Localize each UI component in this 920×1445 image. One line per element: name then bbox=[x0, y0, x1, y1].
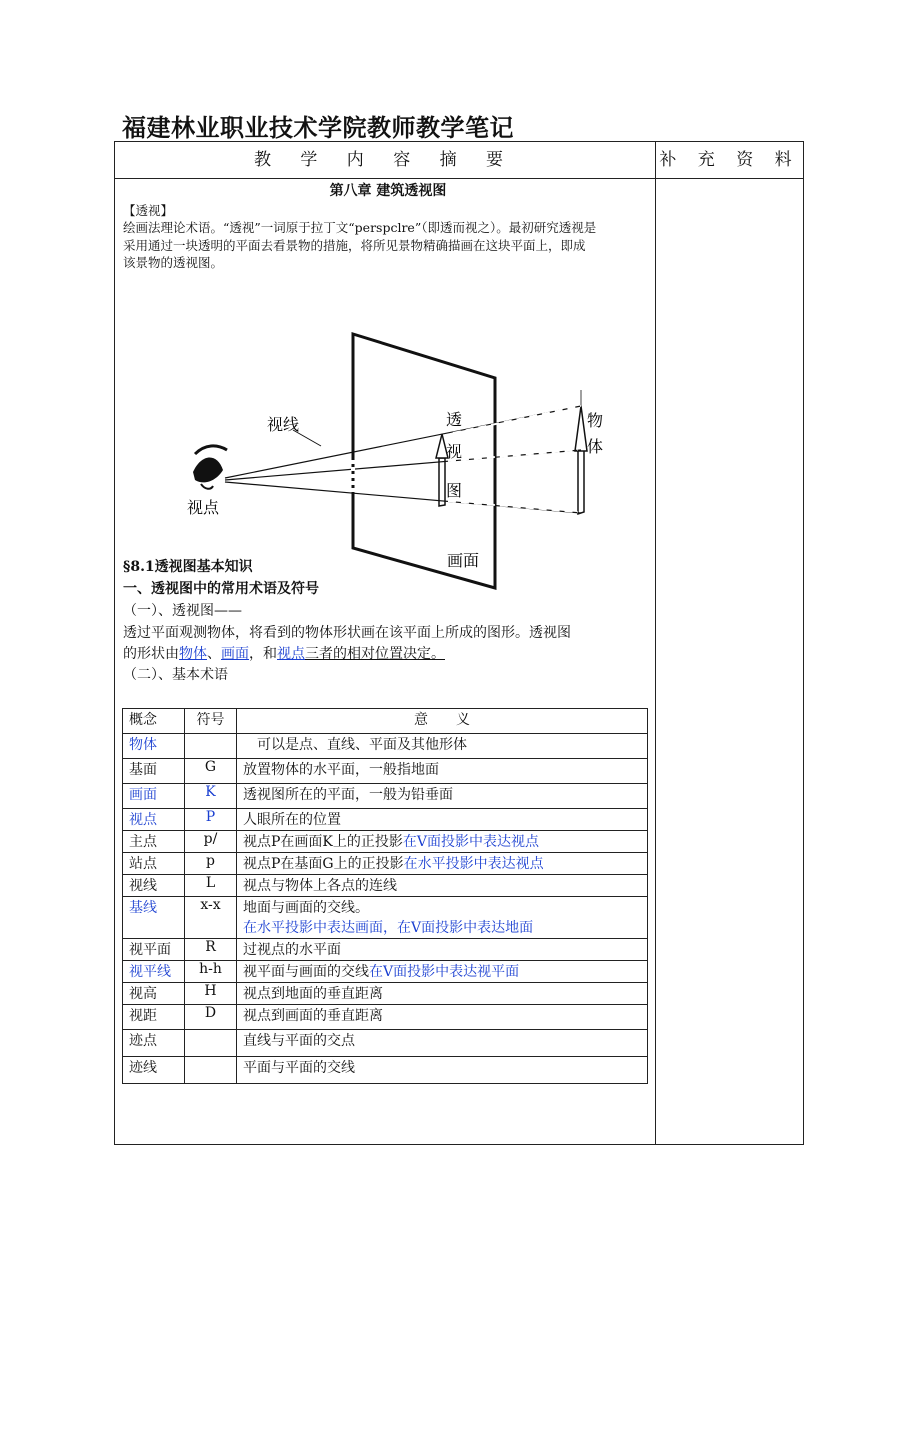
symbol-cell: p/ bbox=[185, 831, 237, 853]
concept-cell: 画面 bbox=[123, 784, 185, 809]
header-meaning: 意 义 bbox=[237, 709, 648, 734]
concept-cell: 视点 bbox=[123, 809, 185, 831]
header-symbol: 符号 bbox=[185, 709, 237, 734]
intro-line-1: 绘画法理论术语。“透视”一词原于拉丁文“perspclre”（即透而视之）。最初研究透视是 bbox=[123, 220, 597, 235]
symbol-cell: L bbox=[185, 875, 237, 897]
table-row bbox=[123, 897, 648, 939]
concept-cell: 迹线 bbox=[123, 1057, 185, 1084]
meaning-text: 放置物体的水平面，一般指地面 bbox=[243, 762, 439, 778]
table-row bbox=[123, 939, 648, 961]
object-arrowhead bbox=[575, 406, 587, 451]
meaning-text: 过视点的水平面 bbox=[243, 942, 341, 958]
chapter-title: 第八章 建筑透视图 bbox=[329, 183, 447, 199]
concept-cell: 基线 bbox=[123, 897, 185, 939]
symbol-cell: R bbox=[185, 939, 237, 961]
symbol-cell: G bbox=[185, 759, 237, 784]
paragraph-line-1: 透过平面观测物体，将看到的物体形状画在该平面上所成的图形。透视图 bbox=[123, 625, 571, 641]
concept-cell: 主点 bbox=[123, 831, 185, 853]
symbol-cell: p bbox=[185, 853, 237, 875]
section-title: §8.1透视图基本知识 bbox=[123, 559, 253, 575]
table-row bbox=[123, 983, 648, 1005]
meaning-text: 平面与平面的交线 bbox=[243, 1060, 355, 1076]
symbol-cell bbox=[185, 734, 237, 759]
table-row bbox=[123, 961, 648, 983]
object-arrow bbox=[578, 450, 584, 514]
para-viewpoint: 视点 bbox=[277, 646, 305, 662]
concept-cell: 视平线 bbox=[123, 961, 185, 983]
label-sight-line: 视线 bbox=[267, 415, 300, 434]
concept-cell: 视线 bbox=[123, 875, 185, 897]
concept-cell: 站点 bbox=[123, 853, 185, 875]
label-object-1: 物 bbox=[587, 411, 603, 430]
hidden-line-bottom bbox=[448, 501, 578, 512]
item-2: （二）、基本术语 bbox=[123, 667, 228, 683]
terms-header-row bbox=[123, 709, 648, 734]
meaning-cell bbox=[237, 734, 648, 759]
meaning-projection-note: 在V面投影中表达视点 bbox=[402, 834, 540, 850]
meaning-cell bbox=[237, 759, 648, 784]
para-plane: 画面 bbox=[221, 646, 249, 662]
table-row bbox=[123, 784, 648, 809]
notes-frame bbox=[114, 141, 805, 1445]
perspective-tag: 【透视】 bbox=[123, 203, 174, 218]
terms-table bbox=[122, 708, 648, 1084]
symbol-cell bbox=[185, 1057, 237, 1084]
symbol-cell: h-h bbox=[185, 961, 237, 983]
intro-line-2: 采用通过一块透明的平面去看景物的措施，将所见景物精确描画在这块平面上，即成 bbox=[123, 237, 586, 253]
para-sep2: ，和 bbox=[249, 646, 277, 662]
column-divider bbox=[655, 141, 656, 1145]
meaning-cell bbox=[237, 1030, 648, 1057]
terms-body bbox=[123, 734, 648, 1084]
concept-cell: 视距 bbox=[123, 1005, 185, 1030]
picture-plane bbox=[353, 334, 495, 588]
meaning-text: 视平面与画面的交线 bbox=[243, 964, 369, 980]
hidden-line-top bbox=[453, 406, 581, 433]
para-object: 物体 bbox=[179, 646, 207, 662]
meaning-cell bbox=[237, 961, 648, 983]
meaning-text: 视点P在基面G上的正投影 bbox=[243, 856, 404, 872]
meaning-text: 透视图所在的平面，一般为铅垂面 bbox=[243, 787, 453, 803]
meaning-projection-note: 在V面投影中表达视平面 bbox=[369, 964, 520, 980]
concept-cell: 物体 bbox=[123, 734, 185, 759]
label-object-2: 体 bbox=[587, 437, 603, 456]
meaning-cell bbox=[237, 831, 648, 853]
meaning-text: 可以是点、直线、平面及其他形体 bbox=[243, 737, 467, 753]
table-row bbox=[123, 734, 648, 759]
meaning-cell bbox=[237, 1057, 648, 1084]
hidden-line-mid bbox=[448, 450, 578, 461]
label-perspective-3: 图 bbox=[446, 481, 463, 500]
meaning-text: 地面与画面的交线。 bbox=[243, 900, 369, 916]
table-row bbox=[123, 809, 648, 831]
meaning-cell bbox=[237, 897, 648, 939]
meaning-text: 视点到画面的垂直距离 bbox=[243, 1008, 383, 1024]
meaning-cell bbox=[237, 875, 648, 897]
concept-cell: 视平面 bbox=[123, 939, 185, 961]
label-perspective-2: 视 bbox=[446, 442, 463, 461]
header-concept: 概念 bbox=[123, 709, 185, 734]
eye-icon bbox=[193, 457, 223, 482]
table-row bbox=[123, 1057, 648, 1084]
table-row bbox=[123, 853, 648, 875]
symbol-cell bbox=[185, 1030, 237, 1057]
meaning-projection-note: 在水平投影中表达画面，在V面投影中表达地面 bbox=[243, 920, 534, 936]
table-row bbox=[123, 1030, 648, 1057]
meaning-cell bbox=[237, 809, 648, 831]
label-viewpoint: 视点 bbox=[187, 498, 220, 517]
item-1: （一）、透视图—— bbox=[123, 603, 242, 619]
symbol-cell: P bbox=[185, 809, 237, 831]
intro-line-3: 该景物的透视图。 bbox=[123, 255, 224, 270]
header-divider bbox=[114, 178, 804, 179]
symbol-cell: x-x bbox=[185, 897, 237, 939]
label-picture-plane: 画面 bbox=[447, 551, 480, 570]
meaning-projection-note: 在水平投影中表达视点 bbox=[403, 856, 544, 872]
meaning-text: 直线与平面的交点 bbox=[243, 1033, 355, 1049]
paragraph-line-2 bbox=[123, 643, 445, 663]
meaning-cell bbox=[237, 939, 648, 961]
para-suffix: 三者的相对位置决定。 bbox=[305, 646, 445, 662]
meaning-text: 人眼所在的位置 bbox=[243, 812, 341, 828]
meaning-text: 视点与物体上各点的连线 bbox=[243, 878, 397, 894]
header-content-summary: 教 学 内 容 摘 要 bbox=[253, 150, 516, 170]
header-supplement: 补 充 资 料 bbox=[659, 150, 800, 170]
table-row bbox=[123, 875, 648, 897]
para-sep1: 、 bbox=[207, 646, 221, 662]
para-prefix: 的形状由 bbox=[123, 646, 179, 662]
perspective-arrow bbox=[439, 458, 445, 506]
table-row bbox=[123, 759, 648, 784]
label-perspective-1: 透 bbox=[446, 410, 463, 429]
symbol-cell: H bbox=[185, 983, 237, 1005]
document-title: 福建林业职业技术学院教师教学笔记 bbox=[122, 114, 514, 142]
meaning-text: 视点P在画面K上的正投影 bbox=[243, 834, 403, 850]
concept-cell: 迹点 bbox=[123, 1030, 185, 1057]
symbol-cell: K bbox=[185, 784, 237, 809]
meaning-cell bbox=[237, 983, 648, 1005]
table-row bbox=[123, 831, 648, 853]
meaning-text: 视点到地面的垂直距离 bbox=[243, 986, 383, 1002]
meaning-cell bbox=[237, 853, 648, 875]
meaning-cell bbox=[237, 784, 648, 809]
concept-cell: 基面 bbox=[123, 759, 185, 784]
symbol-cell: D bbox=[185, 1005, 237, 1030]
table-row bbox=[123, 1005, 648, 1030]
eyebrow-icon bbox=[195, 446, 227, 454]
concept-cell: 视高 bbox=[123, 983, 185, 1005]
section-subtitle: 一、透视图中的常用术语及符号 bbox=[123, 581, 319, 597]
meaning-cell bbox=[237, 1005, 648, 1030]
